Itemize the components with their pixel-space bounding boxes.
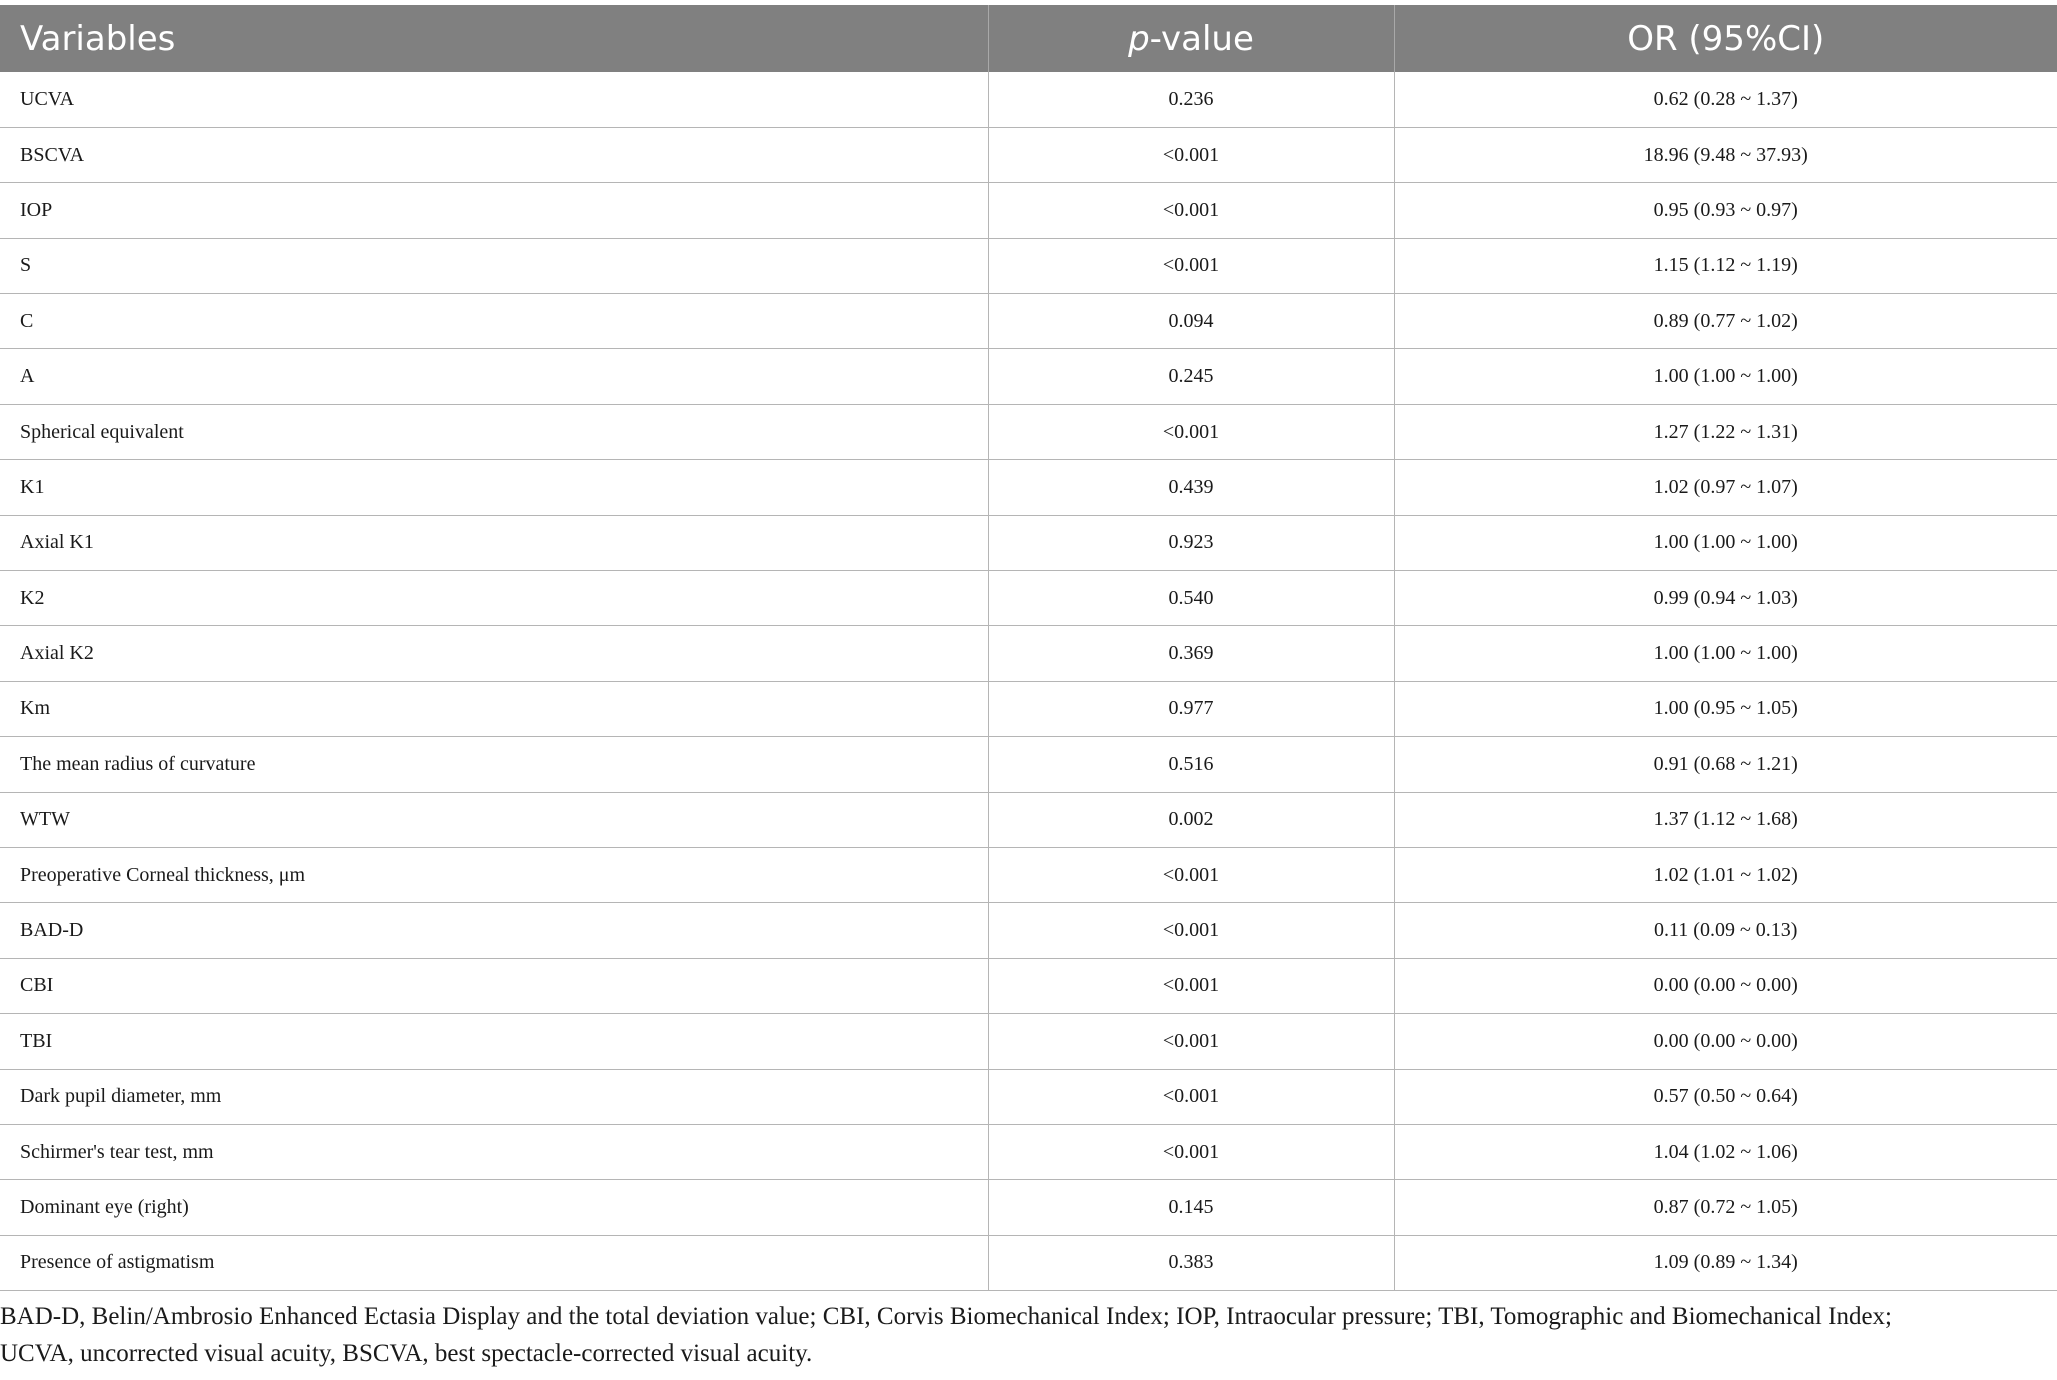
header-p-suffix: -value	[1149, 18, 1254, 59]
cell-variable: WTW	[0, 792, 988, 847]
cell-p-value: 0.923	[988, 515, 1394, 570]
header-row	[0, 5, 2057, 72]
table-row	[0, 571, 2057, 626]
cell-variable: BAD-D	[0, 903, 988, 958]
cell-p-value: <0.001	[988, 1014, 1394, 1069]
cell-odds-ratio: 0.00 (0.00 ~ 0.00)	[1394, 1014, 2057, 1069]
cell-variable: C	[0, 294, 988, 349]
cell-odds-ratio: 0.11 (0.09 ~ 0.13)	[1394, 903, 2057, 958]
cell-variable: CBI	[0, 958, 988, 1013]
cell-p-value: <0.001	[988, 238, 1394, 293]
cell-odds-ratio: 0.91 (0.68 ~ 1.21)	[1394, 737, 2057, 792]
cell-variable: IOP	[0, 183, 988, 238]
cell-odds-ratio: 1.37 (1.12 ~ 1.68)	[1394, 792, 2057, 847]
table-row	[0, 294, 2057, 349]
cell-odds-ratio: 0.95 (0.93 ~ 0.97)	[1394, 183, 2057, 238]
cell-p-value: <0.001	[988, 847, 1394, 902]
table-row	[0, 1180, 2057, 1235]
cell-p-value: <0.001	[988, 404, 1394, 459]
table-row	[0, 681, 2057, 736]
cell-variable: UCVA	[0, 72, 988, 127]
cell-odds-ratio: 0.62 (0.28 ~ 1.37)	[1394, 72, 2057, 127]
cell-p-value: 0.236	[988, 72, 1394, 127]
cell-p-value: 0.383	[988, 1235, 1394, 1290]
table-row	[0, 626, 2057, 681]
table-row	[0, 72, 2057, 127]
cell-variable: A	[0, 349, 988, 404]
table-row	[0, 847, 2057, 902]
cell-p-value: 0.245	[988, 349, 1394, 404]
table-row	[0, 737, 2057, 792]
results-table-container	[0, 5, 2057, 1291]
table-footnote	[0, 1298, 2057, 1372]
cell-odds-ratio: 1.00 (1.00 ~ 1.00)	[1394, 515, 2057, 570]
cell-odds-ratio: 1.04 (1.02 ~ 1.06)	[1394, 1124, 2057, 1179]
cell-odds-ratio: 0.57 (0.50 ~ 0.64)	[1394, 1069, 2057, 1124]
cell-odds-ratio: 0.00 (0.00 ~ 0.00)	[1394, 958, 2057, 1013]
cell-odds-ratio: 0.87 (0.72 ~ 1.05)	[1394, 1180, 2057, 1235]
cell-p-value: 0.094	[988, 294, 1394, 349]
cell-p-value: <0.001	[988, 1124, 1394, 1179]
table-row	[0, 460, 2057, 515]
footnote-line-2: UCVA, uncorrected visual acuity, BSCVA, best spectacle-corrected visual acuity.	[0, 1340, 813, 1367]
cell-odds-ratio: 1.02 (1.01 ~ 1.02)	[1394, 847, 2057, 902]
cell-variable: Axial K2	[0, 626, 988, 681]
cell-variable: Axial K1	[0, 515, 988, 570]
table-row	[0, 1235, 2057, 1290]
cell-variable: TBI	[0, 1014, 988, 1069]
header-p-italic: p	[1128, 18, 1150, 59]
cell-p-value: 0.439	[988, 460, 1394, 515]
cell-p-value: 0.516	[988, 737, 1394, 792]
cell-variable: Dominant eye (right)	[0, 1180, 988, 1235]
cell-p-value: <0.001	[988, 127, 1394, 182]
cell-p-value: 0.977	[988, 681, 1394, 736]
cell-odds-ratio: 1.02 (0.97 ~ 1.07)	[1394, 460, 2057, 515]
cell-variable: Schirmer's tear test, mm	[0, 1124, 988, 1179]
cell-p-value: 0.002	[988, 792, 1394, 847]
cell-p-value: <0.001	[988, 903, 1394, 958]
table-header	[0, 5, 2057, 72]
cell-odds-ratio: 1.27 (1.22 ~ 1.31)	[1394, 404, 2057, 459]
cell-odds-ratio: 1.09 (0.89 ~ 1.34)	[1394, 1235, 2057, 1290]
cell-p-value: <0.001	[988, 1069, 1394, 1124]
table-row	[0, 515, 2057, 570]
cell-odds-ratio: 1.00 (1.00 ~ 1.00)	[1394, 349, 2057, 404]
cell-odds-ratio: 0.99 (0.94 ~ 1.03)	[1394, 571, 2057, 626]
results-table	[0, 5, 2057, 1291]
cell-p-value: 0.145	[988, 1180, 1394, 1235]
table-body	[0, 72, 2057, 1291]
table-row	[0, 792, 2057, 847]
cell-variable: Presence of astigmatism	[0, 1235, 988, 1290]
cell-p-value: <0.001	[988, 958, 1394, 1013]
cell-variable: K2	[0, 571, 988, 626]
table-row	[0, 349, 2057, 404]
header-p-value	[988, 5, 1394, 72]
footnote-line-1: BAD-D, Belin/Ambrosio Enhanced Ectasia Display and the total deviation value; CBI, Corvis Biomechanical Index; IOP, Intraocular pressure; TBI, Tomographic and Biomechanical Index;	[0, 1303, 1892, 1330]
cell-p-value: 0.540	[988, 571, 1394, 626]
table-row	[0, 238, 2057, 293]
cell-variable: Preoperative Corneal thickness, μm	[0, 847, 988, 902]
cell-odds-ratio: 1.00 (0.95 ~ 1.05)	[1394, 681, 2057, 736]
cell-variable: K1	[0, 460, 988, 515]
table-row	[0, 1124, 2057, 1179]
cell-variable: S	[0, 238, 988, 293]
cell-p-value: <0.001	[988, 183, 1394, 238]
table-row	[0, 1069, 2057, 1124]
table-row	[0, 958, 2057, 1013]
cell-odds-ratio: 1.00 (1.00 ~ 1.00)	[1394, 626, 2057, 681]
cell-variable: The mean radius of curvature	[0, 737, 988, 792]
cell-p-value: 0.369	[988, 626, 1394, 681]
header-variables: Variables	[0, 5, 988, 72]
table-row	[0, 127, 2057, 182]
cell-odds-ratio: 1.15 (1.12 ~ 1.19)	[1394, 238, 2057, 293]
table-row	[0, 183, 2057, 238]
cell-variable: Dark pupil diameter, mm	[0, 1069, 988, 1124]
cell-variable: BSCVA	[0, 127, 988, 182]
table-row	[0, 1014, 2057, 1069]
cell-variable: Spherical equivalent	[0, 404, 988, 459]
cell-odds-ratio: 0.89 (0.77 ~ 1.02)	[1394, 294, 2057, 349]
table-row	[0, 903, 2057, 958]
cell-variable: Km	[0, 681, 988, 736]
table-row	[0, 404, 2057, 459]
cell-odds-ratio: 18.96 (9.48 ~ 37.93)	[1394, 127, 2057, 182]
header-odds-ratio: OR (95%CI)	[1627, 18, 1825, 59]
